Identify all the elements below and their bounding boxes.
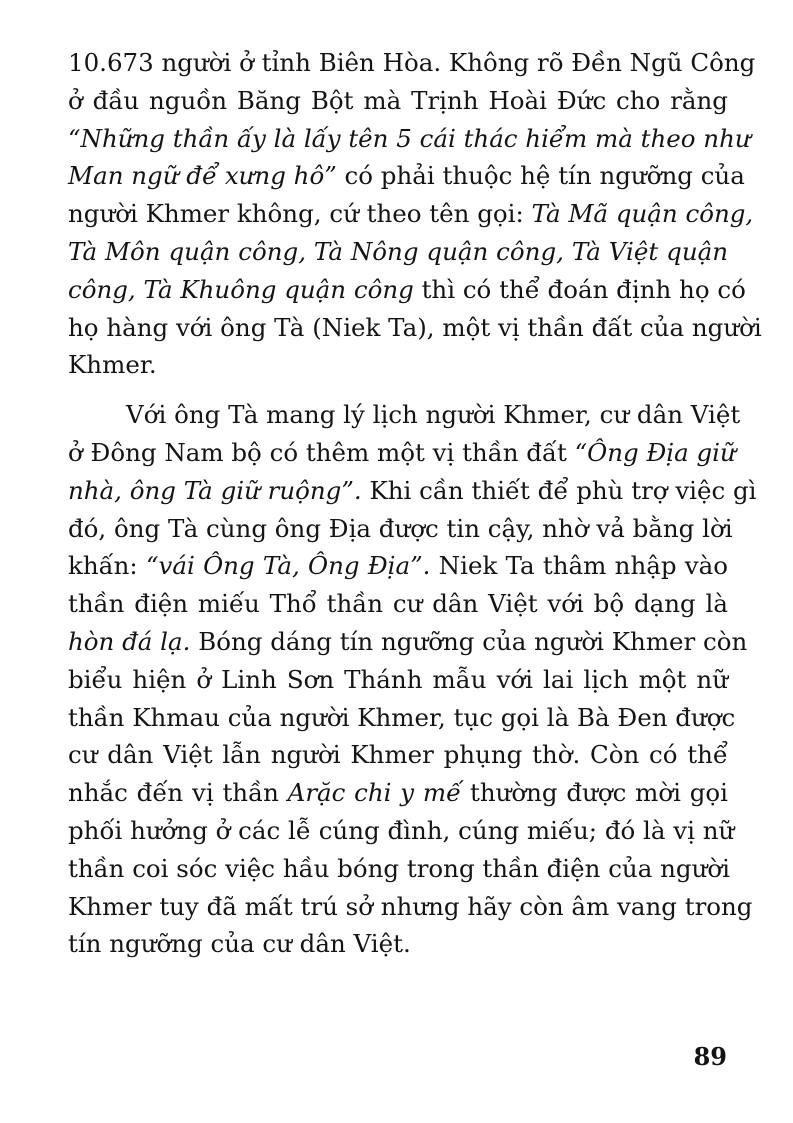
text-line <box>68 585 728 623</box>
text-line <box>68 925 728 963</box>
italic-text: “vái Ông Tà, Ông Địa”. <box>145 551 431 581</box>
text-line <box>68 850 728 888</box>
italic-text: hòn đá lạ. <box>68 626 191 656</box>
paragraph-1 <box>68 44 762 384</box>
paragraph-2 <box>68 396 757 963</box>
text-span: người Khmer không, cứ theo tên gọi: <box>68 199 532 229</box>
text-span: phối hưởng ở các lễ cúng đình, cúng miếu; đó là vị nữ <box>68 815 735 845</box>
text-line <box>68 547 728 585</box>
text-span: 10.673 người ở tỉnh Biên Hòa. Không rõ Đền Ngũ Công <box>68 48 756 77</box>
text-span: có phải thuộc hệ tín ngưỡng của <box>336 161 745 191</box>
paragraph-gap <box>68 384 728 396</box>
body-text <box>68 44 762 963</box>
italic-text: nhà, ông Tà giữ ruộng”. <box>68 475 362 505</box>
text-span: Khi cần thiết để phù trợ việc gì <box>361 475 757 505</box>
text-line <box>68 888 753 926</box>
text-span: thì có thể đoán định họ có <box>413 274 746 304</box>
text-span: Khmer tuy đã mất trú sở nhưng hãy còn âm vang trong <box>68 891 753 921</box>
italic-text: Arặc chi y mế <box>287 778 462 808</box>
text-line <box>68 661 728 699</box>
text-span: họ hàng với ông Tà (Niek Ta), một vị thần đất của người <box>68 312 762 342</box>
text-line <box>68 396 741 434</box>
text-line <box>68 434 736 472</box>
text-line <box>68 623 748 661</box>
text-line <box>68 309 762 347</box>
text-span: nhắc đến vị thần <box>68 778 288 808</box>
text-line <box>68 472 757 510</box>
text-line <box>68 736 728 774</box>
italic-text: Tà Môn quận công, Tà Nông quận công, Tà Việt quận <box>68 236 728 266</box>
text-span: khấn: <box>68 551 146 581</box>
text-line <box>68 774 728 812</box>
text-line <box>68 812 735 850</box>
text-line <box>68 699 736 737</box>
text-span: tín ngưỡng của cư dân Việt. <box>68 929 411 959</box>
italic-text: công, Tà Khuông quận công <box>68 274 414 304</box>
text-span: thường được mời gọi <box>461 778 728 808</box>
italic-text: “Ông Địa giữ <box>574 437 736 467</box>
text-span: ở đầu nguồn Băng Bột mà Trịnh Hoài Đức cho rằng <box>68 85 728 115</box>
page-number: 89 <box>693 1042 727 1071</box>
italic-text: “Những thần ấy là lấy tên 5 cái thác hiểm mà theo như <box>68 123 751 153</box>
text-line <box>68 44 756 82</box>
text-line <box>68 120 751 158</box>
text-span: thần Khmau của người Khmer, tục gọi là Bà Đen được <box>68 702 736 732</box>
text-line <box>68 82 728 120</box>
text-span: Bóng dáng tín ngưỡng của người Khmer còn <box>190 626 748 656</box>
text-span: Với ông Tà mang lý lịch người Khmer, cư dân Việt <box>126 400 741 430</box>
text-line <box>68 510 733 548</box>
text-span: cư dân Việt lẫn người Khmer phụng thờ. Còn có thể <box>68 740 728 770</box>
text-span: Niek Ta thâm nhập vào <box>430 551 728 581</box>
text-span: Khmer. <box>68 350 157 380</box>
text-line <box>68 271 746 309</box>
text-line <box>68 195 754 233</box>
text-span: biểu hiện ở Linh Sơn Thánh mẫu với lai lịch một nữ <box>68 664 728 694</box>
italic-text: Man ngữ để xưng hô” <box>68 161 337 191</box>
text-line <box>68 157 745 195</box>
text-span: thần coi sóc việc hầu bóng trong thần điện của người <box>68 853 730 883</box>
text-span: thần điện miếu Thổ thần cư dân Việt với bộ dạng là <box>68 589 728 619</box>
text-line <box>68 346 728 384</box>
text-span: ở Đông Nam bộ có thêm một vị thần đất <box>68 437 575 467</box>
text-span: đó, ông Tà cùng ông Địa được tin cậy, nhờ vả bằng lời <box>68 513 733 543</box>
italic-text: Tà Mã quận công, <box>531 199 754 229</box>
text-line <box>68 233 728 271</box>
